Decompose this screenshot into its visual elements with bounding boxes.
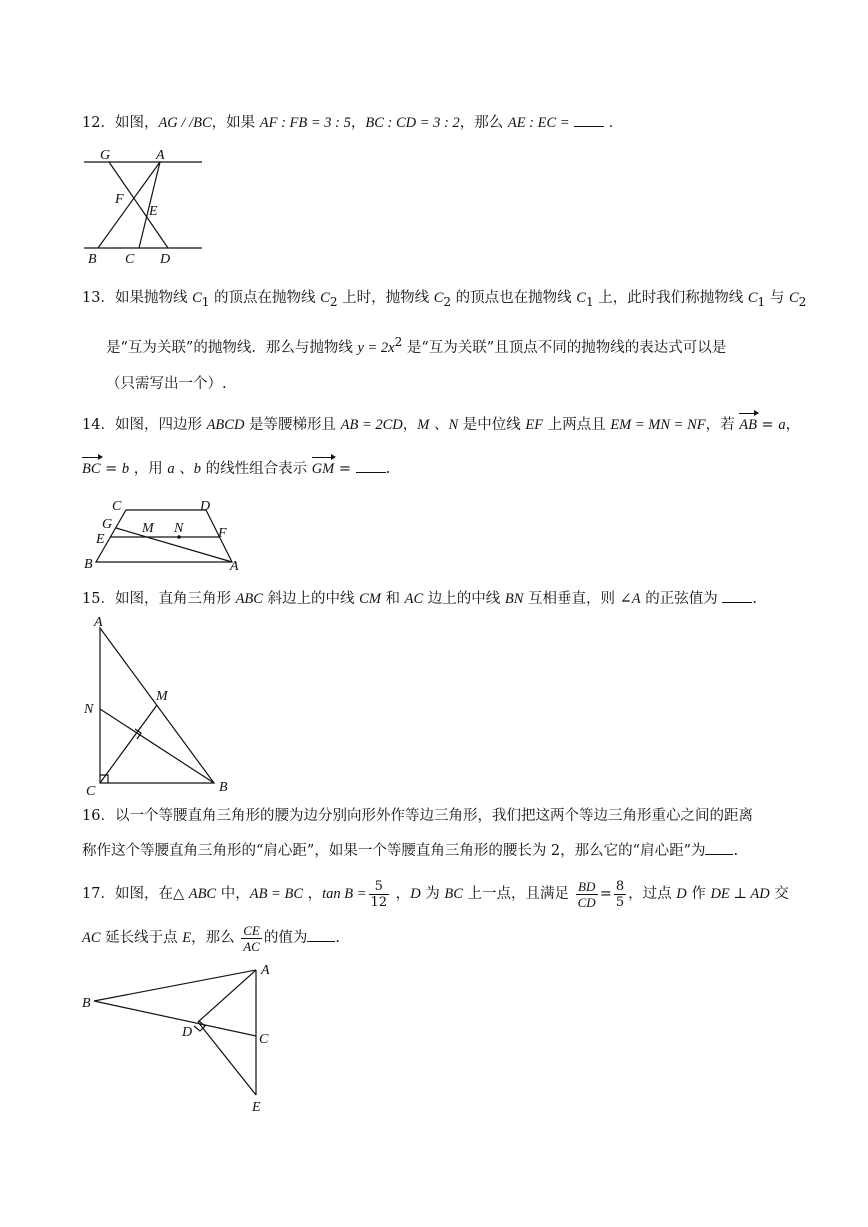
- answer-blank[interactable]: [356, 472, 386, 473]
- q12-label-A: A: [156, 148, 165, 163]
- q13-number: 13．: [82, 290, 115, 306]
- q14-line-1: 14．如图，四边形 ABCD 是等腰梯形且 AB = 2CD，M 、N 是中位线 EF 上两点且 EM = MN = NF，若 AB = a，: [82, 414, 808, 436]
- q14-label-D: D: [200, 499, 211, 514]
- q17-line-2: AC 延长线于点 E，那么 $\frac{CE}{AC}$ 的值为 .: [82, 922, 340, 954]
- q17-label-B: B: [82, 996, 91, 1011]
- q12-text: 12．如图，AG / /BC，如果 AF : FB = 3 : 5，BC : CD = 3 : 2，那么 AE : EC = ．: [82, 115, 624, 131]
- q17-label-E: E: [252, 1100, 261, 1115]
- q17-label-A: A: [261, 963, 270, 978]
- q14-label-C: C: [112, 499, 122, 514]
- fraction-bd-cd: $\frac{BD}{CD}$: [577, 878, 596, 910]
- q12-label-E: E: [149, 204, 158, 219]
- q13-line-1: 13．如果抛物线 $C_1$ 的顶点在抛物线 $C_2$ 上时，抛物线 $C_2$ 的顶点也在抛物线 $C_1$ 上，此时我们称抛物线 $C_1$ 与 $C_2$: [82, 290, 807, 309]
- q15-label-C: C: [86, 784, 96, 799]
- q12-label-D: D: [160, 252, 171, 267]
- answer-blank[interactable]: [705, 854, 733, 855]
- q14-number: 14．: [82, 417, 115, 433]
- fraction-ce-ac: $\frac{CE}{AC}$: [243, 922, 260, 954]
- q14-label-G: G: [102, 517, 113, 532]
- q13-line-2: 是“互为关联”的抛物线．那么与抛物线 $y = 2x^2$ 是“互为关联”且顶点不同的抛物线的表达式可以是: [106, 335, 727, 356]
- q15-figure: [80, 612, 240, 797]
- fraction-8-5: $\frac{8}{5}$: [615, 878, 625, 910]
- q16-number: 16．: [82, 808, 115, 824]
- q17-label-D: D: [182, 1025, 193, 1040]
- q15-label-A: A: [94, 615, 103, 630]
- q13-line-3: （只需写出一个）.: [106, 376, 227, 392]
- answer-blank[interactable]: [307, 941, 335, 942]
- q14-label-B: B: [84, 557, 93, 572]
- q15-label-N: N: [84, 702, 94, 717]
- q14-label-E: E: [96, 532, 105, 547]
- q14-label-F: F: [218, 526, 227, 541]
- answer-blank[interactable]: [722, 602, 752, 603]
- q16-line-1: 16．以一个等腰直角三角形的腰为边分别向形外作等边三角形，我们把这两个等边三角形重心之间的距离: [82, 808, 753, 824]
- q15-label-B: B: [219, 780, 228, 795]
- q17-figure: [80, 958, 280, 1118]
- q12-number: 12．: [82, 115, 115, 131]
- q14-label-M: M: [142, 521, 154, 536]
- q17-line-1: 17．如图，在△ ABC 中，AB = BC ，tan B = $\frac{5}{12}$ ，D 为 BC 上一点，且满足 $\frac{BD}{CD}$ = $\frac{8}{5}$ ，过点 D 作 DE ⊥ AD 交: [82, 878, 789, 910]
- q12-label-F: F: [115, 192, 124, 207]
- q15-number: 15．: [82, 591, 115, 607]
- answer-blank[interactable]: [574, 126, 604, 127]
- q14-label-N: N: [174, 521, 184, 536]
- q12-figure: [80, 142, 210, 267]
- q12-label-C: C: [125, 252, 135, 267]
- q12-label-G: G: [100, 148, 111, 163]
- q12-label-B: B: [88, 252, 97, 267]
- q16-line-2: 称作这个等腰直角三角形的“肩心距”，如果一个等腰直角三角形的腰长为 2，那么它的“肩心距”为 .: [82, 843, 739, 859]
- q14-label-A: A: [230, 559, 239, 574]
- q17-number: 17．: [82, 886, 115, 902]
- fraction-5-12: $\frac{5}{12}$: [370, 878, 388, 910]
- q14-figure: [82, 496, 252, 576]
- q15-text: 15．如图，直角三角形 ABC 斜边上的中线 CM 和 AC 边上的中线 BN 互相垂直，则 ∠A 的正弦值为 .: [82, 591, 757, 607]
- q17-label-C: C: [259, 1032, 269, 1047]
- q15-label-M: M: [156, 689, 168, 704]
- q14-line-2: BC = b ，用 a 、b 的线性组合表示 GM = .: [82, 458, 808, 480]
